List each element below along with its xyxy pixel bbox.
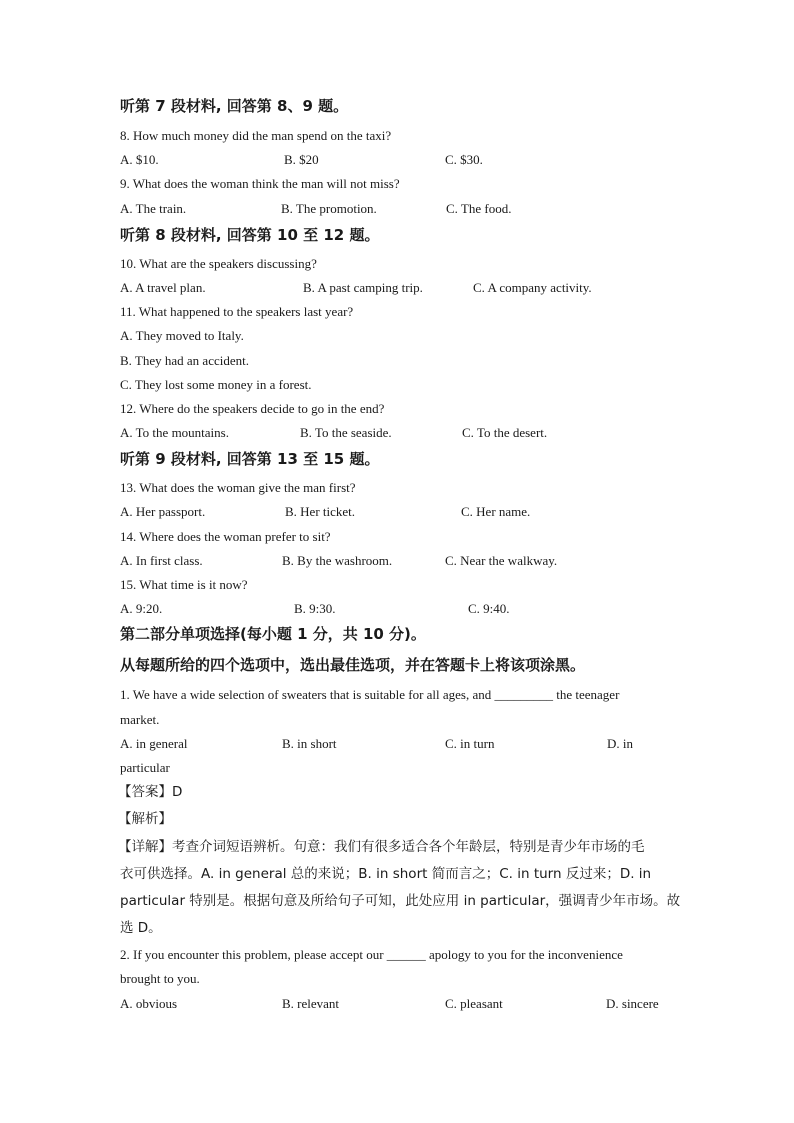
mc-1-option-a: A. in general xyxy=(120,736,188,751)
mc-2-stem-line-1: 2. If you encounter this problem, please accept our ______ apology to you for the inconvenience xyxy=(120,947,623,962)
question-10-option-c: C. A company activity. xyxy=(473,280,592,295)
question-11-option-b: B. They had an accident. xyxy=(120,353,249,368)
question-9-option-a: A. The train. xyxy=(120,201,187,216)
mc-1-detail-line-3: particular 特别是。根据句意及所给句子可知，此处应用 in particular，强调青少年市场。故 xyxy=(120,893,681,909)
section-9-heading: 听第 9 段材料, 回答第 13 至 15 题。 xyxy=(120,450,380,468)
question-14-option-a: A. In first class. xyxy=(120,553,203,568)
mc-1-option-d: D. in xyxy=(607,736,633,751)
question-12-option-a: A. To the mountains. xyxy=(120,425,229,440)
question-8-option-b: B. $20 xyxy=(284,152,319,167)
question-10-option-a: A. A travel plan. xyxy=(120,280,206,295)
mc-1-option-d-continued: particular xyxy=(120,760,170,775)
part-2-title: 第二部分单项选择(每小题 1 分，共 10 分)。 xyxy=(120,625,426,643)
question-12-option-c: C. To the desert. xyxy=(462,425,548,440)
mc-2-option-d: D. sincere xyxy=(606,996,659,1011)
question-15-option-b: B. 9:30. xyxy=(294,601,336,616)
question-10-stem: 10. What are the speakers discussing? xyxy=(120,256,317,271)
mc-1-answer: 【答案】D xyxy=(118,784,183,800)
question-8-stem: 8. How much money did the man spend on the taxi? xyxy=(120,128,392,143)
mc-2-stem-line-2: brought to you. xyxy=(120,971,200,986)
question-13-option-a: A. Her passport. xyxy=(120,504,206,519)
question-9-stem: 9. What does the woman think the man will not miss? xyxy=(120,176,400,191)
question-11-option-a: A. They moved to Italy. xyxy=(120,328,244,343)
question-12-stem: 12. Where do the speakers decide to go in the end? xyxy=(120,401,385,416)
mc-1-detail-line-4: 选 D。 xyxy=(120,920,162,936)
question-13-option-c: C. Her name. xyxy=(461,504,531,519)
question-10-option-b: B. A past camping trip. xyxy=(303,280,423,295)
question-14-stem: 14. Where does the woman prefer to sit? xyxy=(120,529,331,544)
question-15-option-a: A. 9:20. xyxy=(120,601,163,616)
part-2-instructions: 从每题所给的四个选项中，选出最佳选项，并在答题卡上将该项涂黑。 xyxy=(120,656,586,674)
question-11-stem: 11. What happened to the speakers last year? xyxy=(120,304,354,319)
mc-1-stem-line-2: market. xyxy=(120,712,160,727)
question-11-option-c: C. They lost some money in a forest. xyxy=(120,377,312,392)
mc-1-detail-line-1: 【详解】考查介词短语辨析。句意：我们有很多适合各个年龄层，特别是青少年市场的毛 xyxy=(118,839,645,855)
mc-2-option-b: B. relevant xyxy=(282,996,340,1011)
section-8-heading: 听第 8 段材料, 回答第 10 至 12 题。 xyxy=(120,226,380,244)
question-15-stem: 15. What time is it now? xyxy=(120,577,248,592)
question-9-option-c: C. The food. xyxy=(446,201,512,216)
question-12-option-b: B. To the seaside. xyxy=(300,425,392,440)
mc-1-option-c: C. in turn xyxy=(445,736,495,751)
question-8-option-c: C. $30. xyxy=(445,152,483,167)
question-14-option-c: C. Near the walkway. xyxy=(445,553,558,568)
mc-2-option-a: A. obvious xyxy=(120,996,178,1011)
mc-1-detail-line-2: 衣可供选择。A. in general 总的来说；B. in short 简而言之；C. in turn 反过来；D. in xyxy=(120,866,652,882)
mc-1-analysis-label: 【解析】 xyxy=(118,811,172,827)
section-7-heading: 听第 7 段材料, 回答第 8、9 题。 xyxy=(120,97,349,115)
question-15-option-c: C. 9:40. xyxy=(468,601,510,616)
mc-1-stem-line-1: 1. We have a wide selection of sweaters that is suitable for all ages, and _________ the teenager xyxy=(120,687,620,702)
mc-1-option-b: B. in short xyxy=(282,736,337,751)
mc-2-option-c: C. pleasant xyxy=(445,996,503,1011)
question-8-option-a: A. $10. xyxy=(120,152,159,167)
question-13-option-b: B. Her ticket. xyxy=(285,504,356,519)
question-9-option-b: B. The promotion. xyxy=(281,201,377,216)
question-13-stem: 13. What does the woman give the man first? xyxy=(120,480,356,495)
question-14-option-b: B. By the washroom. xyxy=(282,553,393,568)
